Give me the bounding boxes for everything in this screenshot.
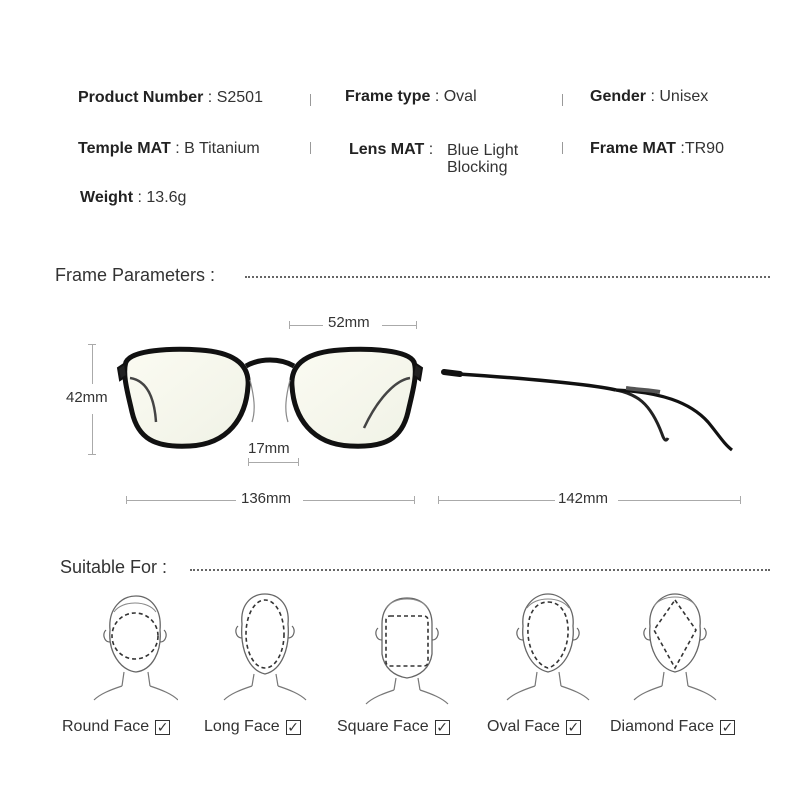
- spec-product-number: [78, 89, 263, 107]
- spec-value: TR90: [684, 140, 724, 157]
- section-divider: [245, 276, 770, 278]
- dimension-line: [92, 344, 93, 384]
- face-option-square: [337, 718, 450, 736]
- spec-key: Frame type: [345, 88, 431, 105]
- face-option-diamond: [610, 718, 735, 736]
- dimension-line: [438, 500, 555, 501]
- dimension-line: [289, 325, 323, 326]
- face-label: Round Face: [62, 718, 150, 735]
- dimension-tick: [88, 344, 96, 345]
- dimension-tick: [414, 496, 415, 504]
- face-label: Diamond Face: [610, 718, 715, 735]
- face-label: Long Face: [204, 718, 280, 735]
- dimension-tick: [438, 496, 439, 504]
- spec-frame-type: [345, 88, 477, 106]
- dimension-tick: [740, 496, 741, 504]
- divider: [562, 94, 563, 106]
- spec-value: B Titanium: [184, 140, 260, 157]
- spec-colon: :: [434, 88, 440, 105]
- spec-value: S2501: [216, 89, 263, 106]
- divider: [310, 94, 311, 106]
- suitable-for-title: Suitable For :: [60, 557, 168, 577]
- face-option-long: [204, 718, 301, 736]
- dimension-line: [618, 500, 740, 501]
- dimension-tick: [88, 454, 96, 455]
- lens-height-label: 42mm: [66, 389, 108, 406]
- spec-value: Unisex: [659, 88, 709, 105]
- oval-face-icon: [505, 590, 591, 702]
- glasses-temple-icon: [440, 362, 740, 458]
- spec-weight: [80, 189, 186, 207]
- frame-width-label: 136mm: [241, 490, 292, 507]
- face-label: Oval Face: [487, 718, 560, 735]
- spec-lens-mat-value: [447, 142, 518, 176]
- dimension-line: [92, 414, 93, 454]
- long-face-icon: [222, 590, 308, 702]
- dimension-tick: [416, 321, 417, 329]
- checkbox-checked-icon: ✓: [721, 718, 734, 735]
- frame-parameters-title: Frame Parameters :: [55, 265, 216, 285]
- spec-colon: :: [428, 141, 434, 158]
- dimension-tick: [289, 321, 290, 329]
- spec-key: Frame MAT: [590, 140, 676, 157]
- section-divider: [190, 569, 770, 571]
- spec-value-line: Blue Light: [447, 142, 519, 159]
- checkbox-checked-icon: ✓: [567, 718, 580, 735]
- spec-colon: :: [207, 89, 213, 106]
- spec-colon: :: [137, 189, 142, 206]
- dimension-line: [303, 500, 414, 501]
- spec-key: Product Number: [78, 89, 204, 106]
- square-face-icon: [364, 594, 450, 706]
- round-face-icon: [92, 590, 178, 702]
- spec-value: 13.6g: [146, 189, 187, 206]
- face-option-oval: [487, 718, 581, 736]
- spec-lens-mat: [349, 141, 433, 159]
- checkbox-checked-icon: ✓: [156, 718, 169, 735]
- divider: [562, 142, 563, 154]
- dimension-tick: [298, 458, 299, 466]
- checkbox-checked-icon: ✓: [287, 718, 299, 735]
- dimension-line: [248, 462, 298, 463]
- checkbox-checked-icon: ✓: [436, 718, 448, 735]
- spec-colon: :: [175, 140, 180, 157]
- diamond-face-icon: [632, 590, 718, 702]
- temple-length-label: 142mm: [558, 490, 609, 507]
- dimension-tick: [248, 458, 249, 466]
- spec-value-line: Blocking: [447, 159, 508, 176]
- spec-temple-mat: [78, 140, 260, 158]
- spec-gender: [590, 88, 708, 106]
- face-option-round: [62, 718, 170, 736]
- dimension-line: [126, 500, 236, 501]
- spec-value: Oval: [443, 88, 477, 105]
- face-label: Square Face: [337, 718, 429, 735]
- dimension-tick: [126, 496, 127, 504]
- spec-colon: :: [650, 88, 655, 105]
- dimension-line: [382, 325, 416, 326]
- spec-key: Gender: [590, 88, 647, 105]
- spec-key: Lens MAT: [349, 141, 425, 158]
- divider: [310, 142, 311, 154]
- spec-frame-mat: [590, 140, 724, 158]
- spec-key: Temple MAT: [78, 140, 171, 157]
- spec-key: Weight: [80, 189, 134, 206]
- spec-colon: :: [680, 140, 685, 157]
- lens-width-label: 52mm: [328, 314, 370, 331]
- bridge-label: 17mm: [248, 440, 290, 457]
